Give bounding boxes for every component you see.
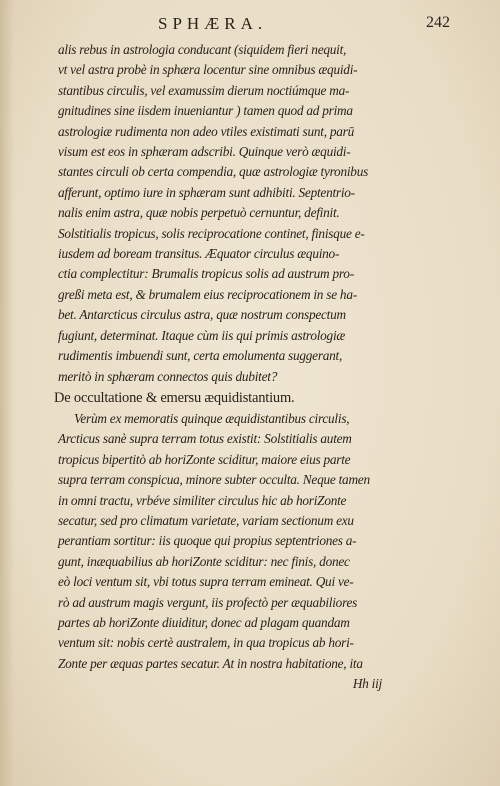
body-text bbox=[54, 40, 460, 695]
text-line: visum est eos in sphæram adscribi. Quinque verò æquidi- bbox=[58, 144, 351, 160]
text-line: ctia complectitur: Brumalis tropicus solis ad austrum pro- bbox=[58, 266, 354, 282]
page-number: 242 bbox=[426, 14, 450, 31]
running-head: SPHÆRA. bbox=[158, 14, 268, 33]
text-line: iusdem ad boream transitus. Æquator circulus æquino- bbox=[58, 246, 340, 262]
text-line: ventum sit: nobis certè australem, in qua tropicus ab hori- bbox=[58, 635, 354, 651]
text-line: nalis enim astra, quæ nobis perpetuò cernuntur, definit. bbox=[58, 205, 340, 221]
page-header bbox=[60, 14, 450, 36]
text-line: partes ab horiZonte diuiditur, donec ad plagam quandam bbox=[58, 614, 350, 630]
page-gutter-shadow bbox=[0, 0, 14, 786]
paragraph-1 bbox=[58, 40, 460, 387]
text-line: Verùm ex memoratis quinque æquidistantibus circulis, bbox=[74, 410, 350, 426]
text-line: supra terram conspicua, minore subter occulta. Neque tamen bbox=[58, 472, 370, 488]
text-line: Arcticus sanè supra terram totus existit: Solstitialis autem bbox=[58, 431, 352, 447]
text-line: meritò in sphæram connectos quis dubitet? bbox=[58, 368, 278, 384]
text-line: afferunt, optimo iure in sphæram sunt adhibiti. Septentrio- bbox=[58, 184, 355, 200]
text-line: rò ad austrum magis vergunt, iis profectò per æquabiliores bbox=[58, 594, 358, 610]
paragraph-2 bbox=[58, 409, 460, 674]
text-line: perantiam sortitur: iis quoque qui propius septentriones a- bbox=[58, 533, 357, 549]
text-line: fugiunt, determinat. Itaque cùm iis qui primis astrologiæ bbox=[58, 327, 346, 343]
text-line: tropicus bipertitò ab horiZonte sciditur, maiore eius parte bbox=[58, 451, 351, 467]
text-line: rudimentis imbuendi sunt, certa emolumenta suggerant, bbox=[58, 348, 343, 364]
text-line: Zonte per æquas partes secatur. At in nostra habitatione, ita bbox=[58, 655, 363, 671]
text-line: gunt, inæquabilius ab horiZonte sciditur: nec finis, donec bbox=[58, 553, 350, 569]
signature-mark: Hh iij bbox=[352, 676, 382, 692]
text-line: Solstitialis tropicus, solis reciprocatione continet, finisque e- bbox=[58, 225, 365, 241]
text-line: astrologiæ rudimenta non adeo vtiles existimati sunt, parū bbox=[58, 123, 354, 139]
text-line: bet. Antarcticus circulus astra, quæ nostrum conspectum bbox=[58, 307, 346, 323]
text-line: greßi meta est, & brumalem eius reciprocationem in se ha- bbox=[58, 286, 357, 302]
text-line: gnitudines sine iisdem inueniantur ) tamen quod ad prima bbox=[58, 103, 353, 119]
text-line: eò loci ventum sit, vbi totus supra terram emineat. Qui ve- bbox=[58, 574, 354, 590]
text-line: vt vel astra probè in sphæra locentur sine omnibus æquidi- bbox=[58, 62, 358, 78]
text-line: stantibus circulis, vel examussim dierum noctiúmque ma- bbox=[58, 82, 350, 98]
text-line: alis rebus in astrologia conducant (siquidem fieri nequit, bbox=[58, 42, 347, 57]
text-line: stantes circuli ob certa compendia, quæ astrologiæ tyronibus bbox=[58, 164, 369, 180]
section-heading: De occultatione & emersu æquidistantium. bbox=[54, 389, 295, 406]
text-line: in omni tractu, vrbéve similiter circulus hic ab horiZonte bbox=[58, 492, 347, 508]
text-line: secatur, sed pro climatum varietate, variam sectionum exu bbox=[58, 512, 354, 528]
